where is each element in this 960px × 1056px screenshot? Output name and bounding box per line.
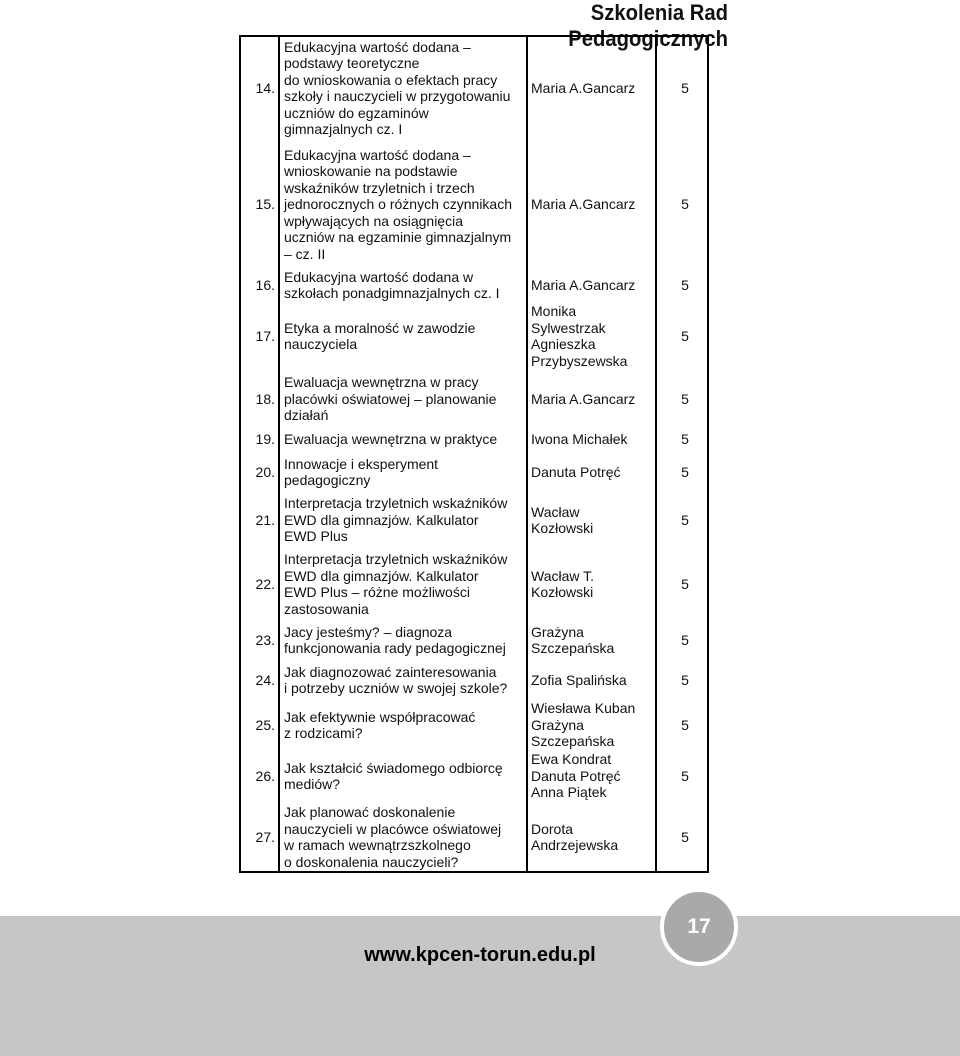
course-title: Edukacyjna wartość dodana – wnioskowanie na podstawie wskaźników trzyletnich i trzech jednorocznych o różnych czynnikach wpływających na osiągnięcia uczniów na egzaminie gimnazjalnym – cz. II <box>284 146 513 262</box>
table-row <box>239 493 709 547</box>
page-title: Szkolenia Rad Pedagogicznych <box>568 0 728 51</box>
course-title: Edukacyjna wartość dodana w szkołach ponadgimnazjalnych cz. I <box>284 268 500 301</box>
row-number: 18. <box>255 390 275 407</box>
course-author: Maria A.Gancarz <box>531 196 636 213</box>
row-number: 17. <box>255 327 275 344</box>
course-author: Monika Sylwestrzak Agnieszka Przybyszewska <box>531 303 628 369</box>
row-number: 20. <box>255 463 275 480</box>
course-hours: 5 <box>681 276 689 293</box>
footer-url[interactable]: www.kpcen-torun.edu.pl <box>364 944 596 966</box>
page-number: 17 <box>687 915 711 938</box>
course-hours: 5 <box>681 716 689 733</box>
course-hours: 5 <box>681 828 689 845</box>
row-number: 26. <box>255 767 275 784</box>
table-row <box>239 621 709 659</box>
course-author: Ewa Kondrat Danuta Potręć Anna Piątek <box>531 751 621 801</box>
row-number: 15. <box>255 196 275 213</box>
course-author: Iwona Michałek <box>531 430 628 447</box>
row-number: 14. <box>255 79 275 96</box>
table-row <box>239 372 709 426</box>
table-row <box>239 699 709 751</box>
course-title: Jak efektywnie współpracować z rodzicami? <box>284 708 476 741</box>
course-title: Ewaluacja wewnętrzna w praktyce <box>284 430 498 447</box>
table-row <box>239 803 709 871</box>
course-title: Interpretacja trzyletnich wskaźników EWD dla gimnazjów. Kalkulator EWD Plus <box>284 495 508 545</box>
table-row <box>239 428 709 450</box>
course-author: Danuta Potręć <box>531 463 621 480</box>
row-number: 23. <box>255 631 275 648</box>
course-hours: 5 <box>681 575 689 592</box>
course-title: Jacy jesteśmy? – diagnoza funkcjonowania rady pedagogicznej <box>284 623 506 656</box>
row-number: 21. <box>255 511 275 528</box>
course-author: Zofia Spalińska <box>531 671 627 688</box>
course-author: Maria A.Gancarz <box>531 276 636 293</box>
row-number: 16. <box>255 276 275 293</box>
row-number: 22. <box>255 575 275 592</box>
course-title: Edukacyjna wartość dodana – podstawy teoretyczne do wnioskowania o efektach pracy szkoły i nauczycieli w przygotowaniu uczniów do egzaminów gimnazjalnych cz. I <box>284 38 511 137</box>
course-hours: 5 <box>681 79 689 96</box>
table-row <box>239 661 709 699</box>
table-row <box>239 36 709 140</box>
course-hours: 5 <box>681 511 689 528</box>
course-hours: 5 <box>681 767 689 784</box>
course-hours: 5 <box>681 327 689 344</box>
page-number-badge <box>660 888 738 966</box>
row-number: 24. <box>255 671 275 688</box>
course-author: Grażyna Szczepańska <box>531 623 615 656</box>
course-hours: 5 <box>681 196 689 213</box>
row-number: 25. <box>255 716 275 733</box>
course-hours: 5 <box>681 390 689 407</box>
course-hours: 5 <box>681 430 689 447</box>
course-title: Innowacje i eksperyment pedagogiczny <box>284 455 439 488</box>
table-row <box>239 751 709 801</box>
table-row <box>239 144 709 265</box>
course-title: Jak kształcić świadomego odbiorcę mediów? <box>284 759 503 792</box>
course-title: Etyka a moralność w zawodzie nauczyciela <box>284 319 476 352</box>
footer-band <box>0 916 960 1056</box>
course-author: Maria A.Gancarz <box>531 79 636 96</box>
table-row <box>239 549 709 619</box>
table-row <box>239 303 709 369</box>
course-title: Ewaluacja wewnętrzna w pracy placówki oświatowej – planowanie działań <box>284 374 497 424</box>
table-row <box>239 267 709 303</box>
course-hours: 5 <box>681 463 689 480</box>
course-author: Wacław Kozłowski <box>531 503 594 536</box>
row-number: 19. <box>255 430 275 447</box>
course-hours: 5 <box>681 671 689 688</box>
course-author: Dorota Andrzejewska <box>531 820 619 853</box>
table-row <box>239 452 709 492</box>
course-author: Maria A.Gancarz <box>531 390 636 407</box>
course-title: Jak planować doskonalenie nauczycieli w placówce oświatowej w ramach wewnątrzszkolnego o doskonalenia nauczycieli? <box>284 804 502 870</box>
course-author: Wacław T. Kozłowski <box>531 567 595 600</box>
course-hours: 5 <box>681 631 689 648</box>
course-title: Interpretacja trzyletnich wskaźników EWD dla gimnazjów. Kalkulator EWD Plus – różne możliwości zastosowania <box>284 551 508 617</box>
course-title: Jak diagnozować zainteresowania i potrzeby uczniów w swojej szkole? <box>284 663 508 696</box>
course-author: Wiesława Kuban Grażyna Szczepańska <box>531 700 636 750</box>
row-number: 27. <box>255 828 275 845</box>
